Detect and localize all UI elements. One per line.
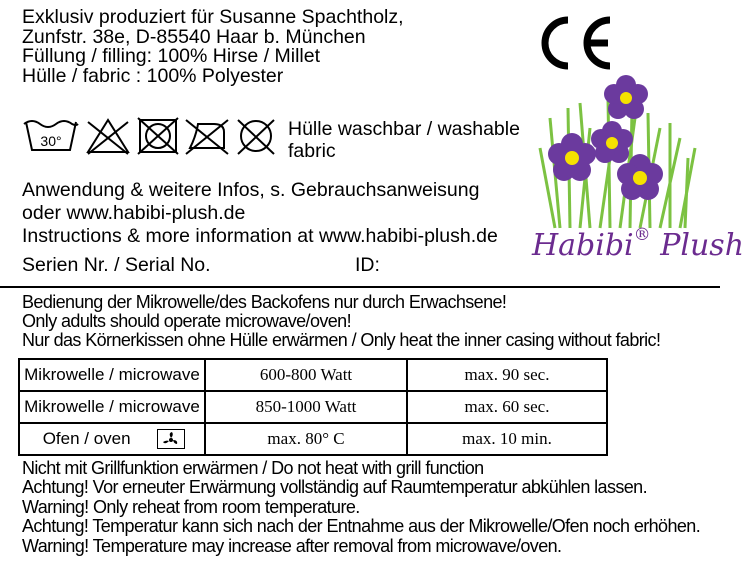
id-label: ID: xyxy=(355,254,380,276)
info-line: Anwendung & weitere Infos, s. Gebrauchsanweisung xyxy=(22,179,480,201)
no-tumble-dry-icon xyxy=(138,118,178,154)
wash-30-icon xyxy=(24,121,78,150)
info-line: oder www.habibi-plush.de xyxy=(22,202,246,225)
device-cell xyxy=(19,423,205,455)
table-row xyxy=(19,423,607,455)
convection-fan-icon xyxy=(157,429,185,449)
warning-line: Nicht mit Grillfunktion erwärmen / Do not heat with grill function xyxy=(22,458,484,478)
serial-label: Serien Nr. / Serial No. xyxy=(22,254,211,276)
warnings-top xyxy=(22,293,660,350)
oven-label: Ofen / oven xyxy=(42,428,131,448)
power-cell: 600-800 Watt xyxy=(205,359,407,391)
power-cell: 850-1000 Watt xyxy=(205,391,407,423)
serial-row xyxy=(22,254,380,277)
registered-mark: ® xyxy=(633,225,651,245)
warning-line: Warning! Temperature may increase after removal from microwave/oven. xyxy=(22,535,562,556)
no-dry-clean-icon xyxy=(238,120,274,154)
device-cell: Mikrowelle / microwave xyxy=(19,391,205,423)
header-line: Zunfstr. 38e, D-85540 Haar b. München xyxy=(22,25,366,48)
no-iron-icon xyxy=(186,120,228,154)
heating-table xyxy=(18,358,608,456)
brand-suffix: Plush xyxy=(660,228,744,263)
care-text: Hülle waschbar / washable fabric xyxy=(288,118,520,162)
flower-icon xyxy=(604,75,648,119)
flower-icon xyxy=(591,121,633,163)
brand-logo-text xyxy=(532,225,744,263)
warning-line: Achtung! Temperatur kann sich nach der Entnahme aus der Mikrowelle/Ofen noch erhöhen. xyxy=(22,516,701,537)
warning-line: Warning! Only reheat from room temperature. xyxy=(22,496,360,517)
power-cell: max. 80° C xyxy=(205,423,407,455)
warning-line: Achtung! Vor erneuter Erwärmung vollständig auf Raumtemperatur abkühlen lassen. xyxy=(22,477,647,498)
info-text xyxy=(22,179,498,249)
header-text xyxy=(22,8,404,86)
table-row xyxy=(19,391,607,423)
warnings-bottom xyxy=(22,459,700,556)
warning-line: Nur das Körnerkissen ohne Hülle erwärmen / Only heat the inner casing without fabric! xyxy=(22,330,661,350)
no-bleach-icon xyxy=(88,120,128,154)
header-line: Hülle / fabric : 100% Polyester xyxy=(22,64,284,87)
time-cell: max. 10 min. xyxy=(407,423,607,455)
wash-temp-label: 30° xyxy=(40,133,62,149)
time-cell: max. 60 sec. xyxy=(407,391,607,423)
divider xyxy=(0,286,720,288)
warning-line: Bedienung der Mikrowelle/des Backofens nur durch Erwachsene! xyxy=(22,292,507,312)
info-line: Instructions & more information at www.habibi-plush.de xyxy=(22,225,498,248)
header-line: Füllung / filling: 100% Hirse / Millet xyxy=(22,45,321,68)
brand-name: Habibi xyxy=(532,228,634,263)
header-line: Exklusiv produziert für Susanne Spachtholz, xyxy=(22,6,404,28)
time-cell: max. 90 sec. xyxy=(407,359,607,391)
table-row xyxy=(19,359,607,391)
warning-line: Only adults should operate microwave/oven! xyxy=(22,311,351,331)
ce-mark-icon xyxy=(532,14,616,72)
device-cell: Mikrowelle / microwave xyxy=(19,359,205,391)
